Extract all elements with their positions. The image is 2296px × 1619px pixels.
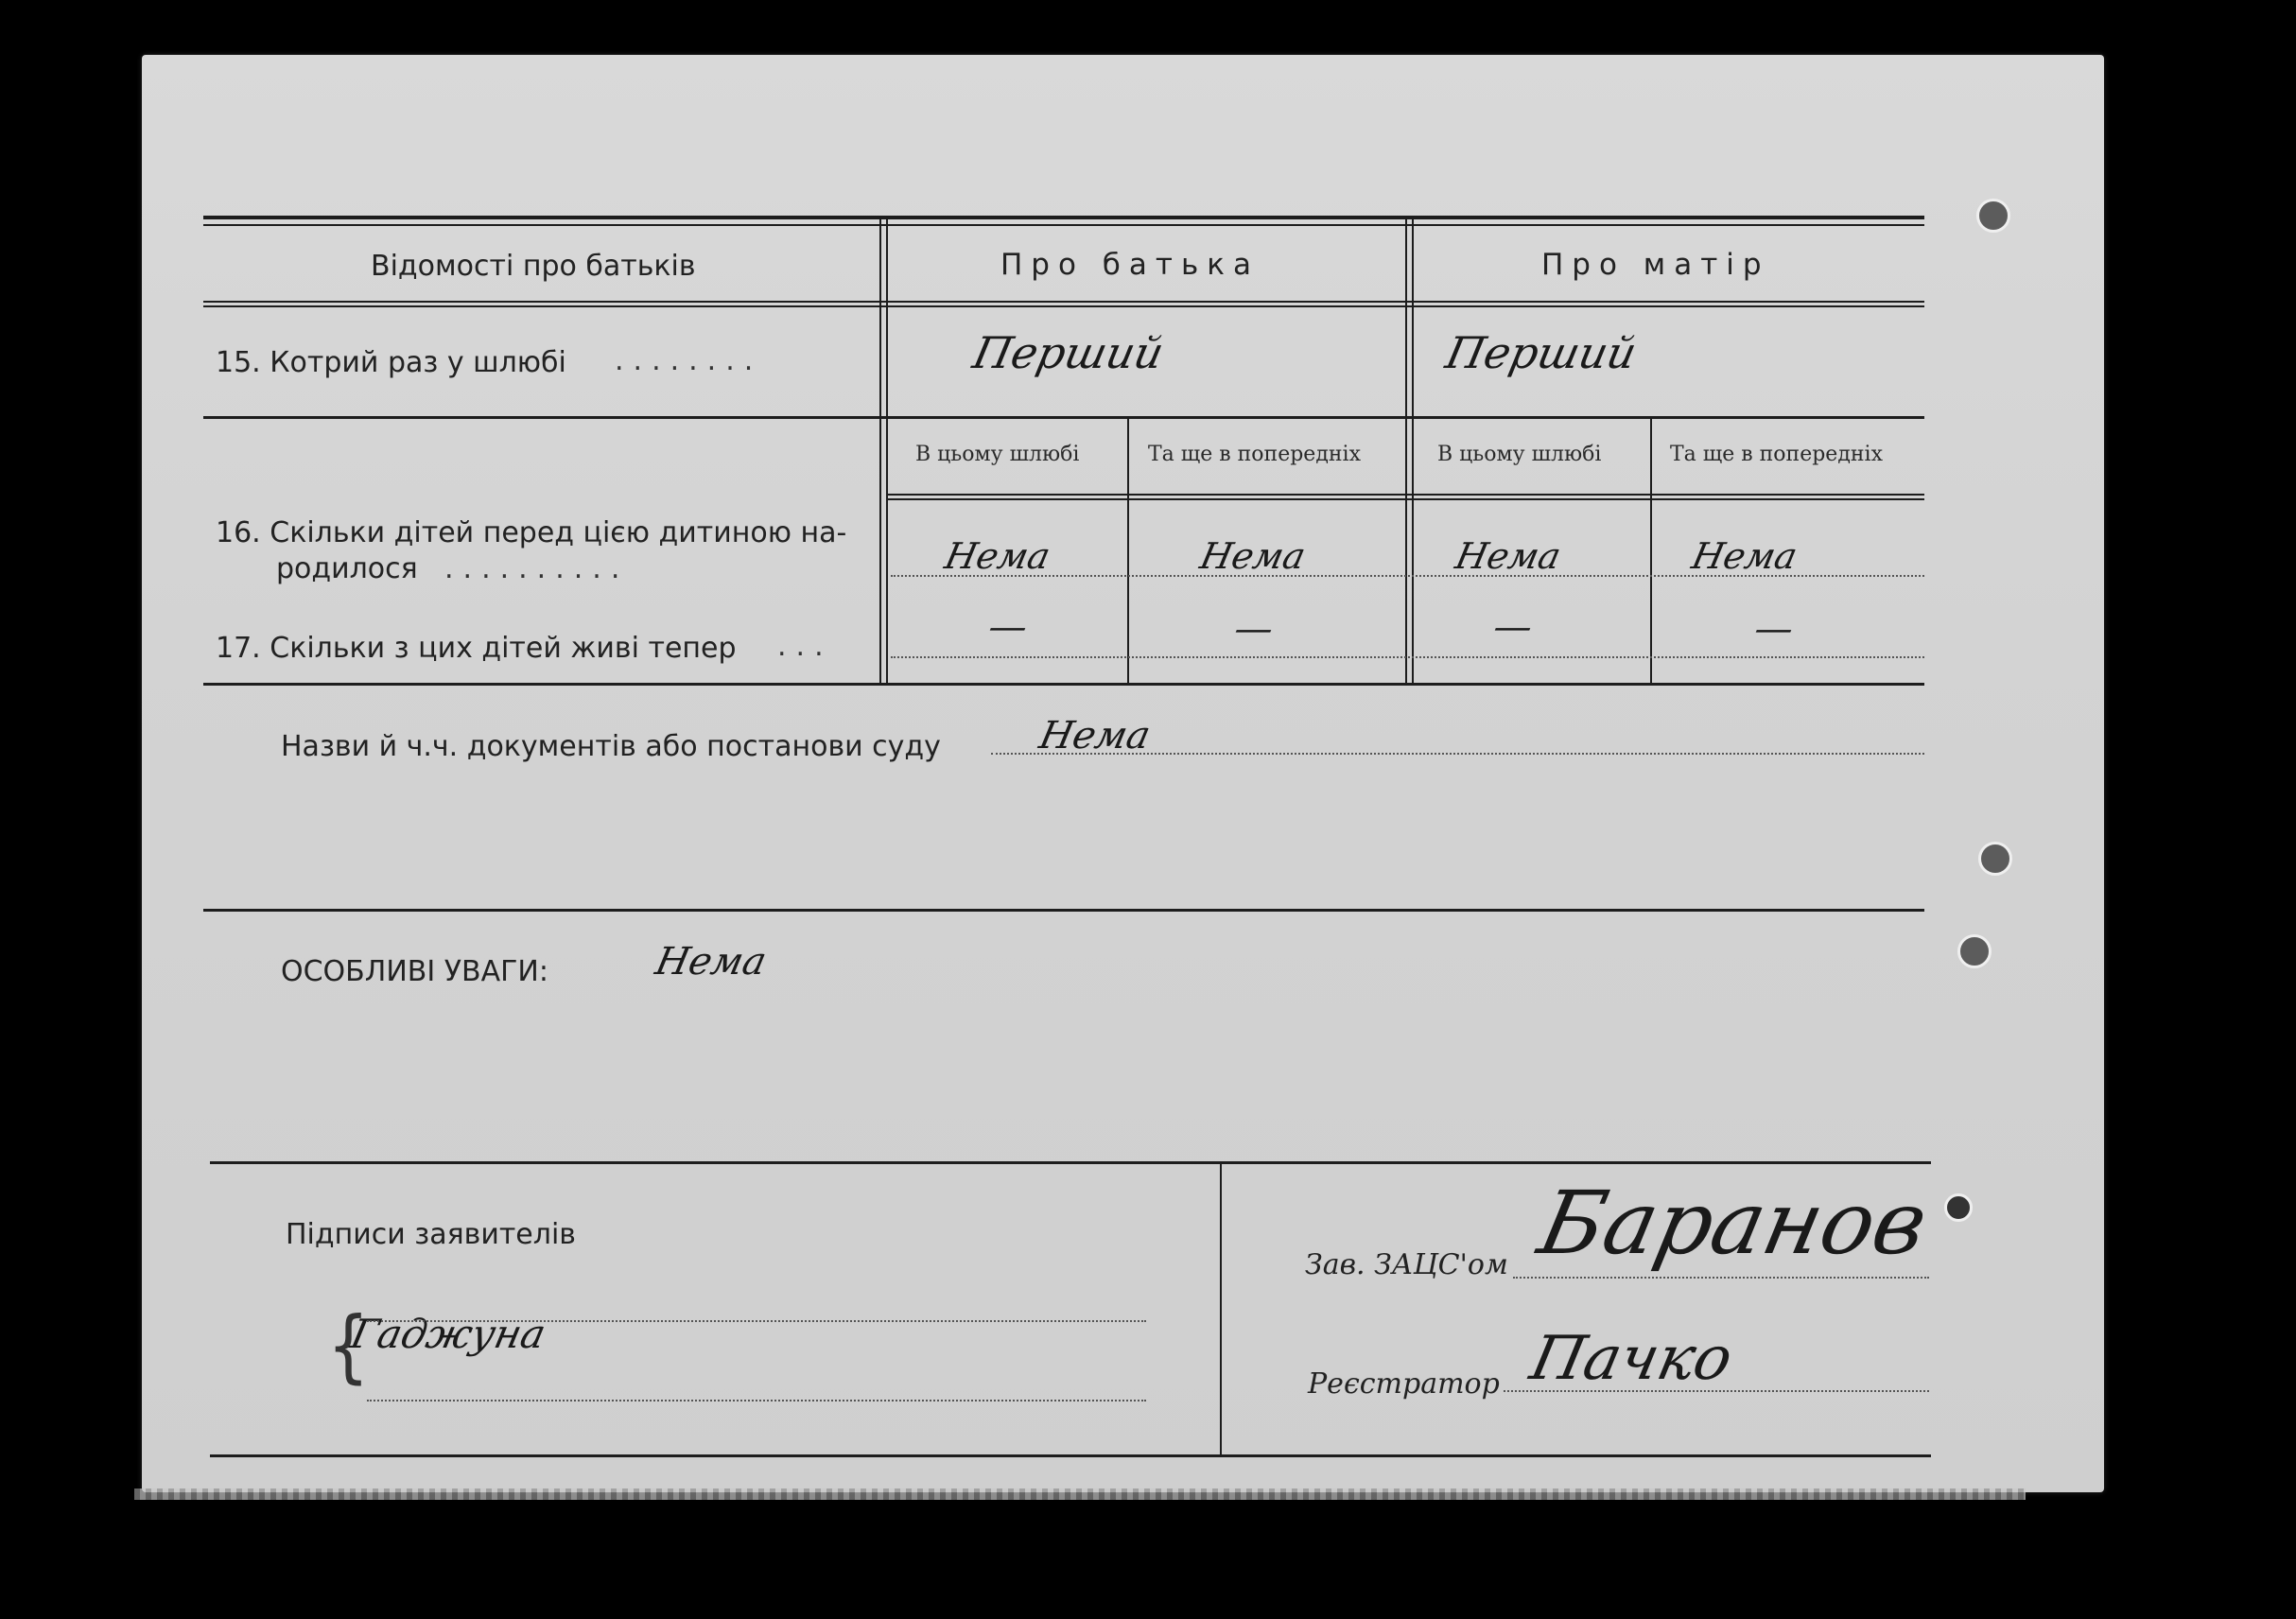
row16-val-1: Нема	[941, 535, 1054, 577]
form-bottom-rule	[210, 1454, 1931, 1457]
registrar-signature: Пачко	[1524, 1324, 1739, 1394]
row16-val-3: Нема	[1452, 535, 1565, 577]
subheader-rule	[888, 494, 1924, 496]
row16-val-2: Нема	[1196, 535, 1310, 577]
remarks-value: Нема	[652, 940, 771, 984]
subcol-divider-2	[1650, 419, 1652, 685]
row15-mother-value: Перший	[1441, 327, 1642, 378]
table-top-rule-2	[203, 224, 1924, 226]
head-signature: Баранов	[1530, 1173, 1937, 1274]
row17-val-2: —	[1230, 607, 1278, 651]
punch-hole	[1978, 842, 2012, 876]
row17-val-1: —	[984, 605, 1032, 649]
subheader-father-prev: Та ще в попередніх	[1148, 443, 1361, 466]
col-divider-1a	[879, 219, 881, 685]
punch-hole	[1944, 1193, 1973, 1222]
row17-val-3: —	[1489, 605, 1537, 649]
row17-label: 17. Скільки з цих дітей живі тепер	[216, 632, 737, 665]
table-top-rule	[203, 216, 1924, 219]
remarks-top-rule	[203, 909, 1924, 912]
documents-dotted-rule	[991, 753, 1924, 755]
subheader-mother-prev: Та ще в попередніх	[1670, 443, 1883, 466]
documents-value: Нема	[1035, 714, 1155, 757]
row16-dotted-rule	[891, 575, 1924, 577]
applicant-line-2	[367, 1400, 1146, 1401]
header-bottom-rule-2	[203, 305, 1924, 307]
registrar-label: Реєстратор	[1308, 1367, 1500, 1401]
head-label: Зав. ЗАЦС'ом	[1305, 1248, 1508, 1281]
documents-label: Назви й ч.ч. документів або постанови суду	[281, 730, 941, 763]
header-mother: Про матір	[1541, 248, 1770, 282]
row17-dotted-rule	[891, 656, 1924, 658]
applicant-line-1	[367, 1320, 1146, 1322]
subheader-rule-2	[888, 498, 1924, 500]
col-divider-1b	[886, 219, 888, 685]
subheader-mother-this: В цьому шлюбі	[1437, 443, 1602, 466]
subcol-divider-1	[1127, 419, 1129, 685]
signatures-divider	[1220, 1163, 1222, 1456]
applicants-label: Підписи заявителів	[286, 1218, 576, 1251]
row17-val-4: —	[1750, 607, 1798, 651]
header-father: Про батька	[1000, 248, 1260, 282]
row16-label-1: 16. Скільки дітей перед цією дитиною на-	[216, 516, 847, 549]
row15-dots: ........	[615, 344, 763, 377]
header-bottom-rule	[203, 301, 1924, 303]
punch-hole	[1957, 934, 1992, 968]
row15-label: 15. Котрий раз у шлюбі	[216, 346, 566, 379]
applicants-bracket: {	[327, 1298, 370, 1393]
signatures-top-rule	[210, 1161, 1931, 1164]
punch-hole	[1976, 199, 2010, 233]
head-line	[1513, 1277, 1929, 1279]
applicant-signature: Гаджуна	[346, 1311, 550, 1357]
col-divider-2a	[1405, 219, 1407, 685]
remarks-label: ОСОБЛИВІ УВАГИ:	[281, 955, 548, 988]
row16-label-2: родилося	[276, 552, 418, 585]
row16-dots: ..........	[444, 552, 630, 585]
table-bottom-rule	[203, 683, 1924, 686]
row15-father-value: Перший	[968, 327, 1169, 378]
subheader-father-this: В цьому шлюбі	[915, 443, 1080, 466]
header-label: Відомості про батьків	[371, 250, 696, 283]
col-divider-2b	[1412, 219, 1414, 685]
row16-val-4: Нема	[1688, 535, 1801, 577]
row15-bottom-rule	[203, 416, 1924, 419]
row17-dots: ...	[777, 630, 833, 663]
